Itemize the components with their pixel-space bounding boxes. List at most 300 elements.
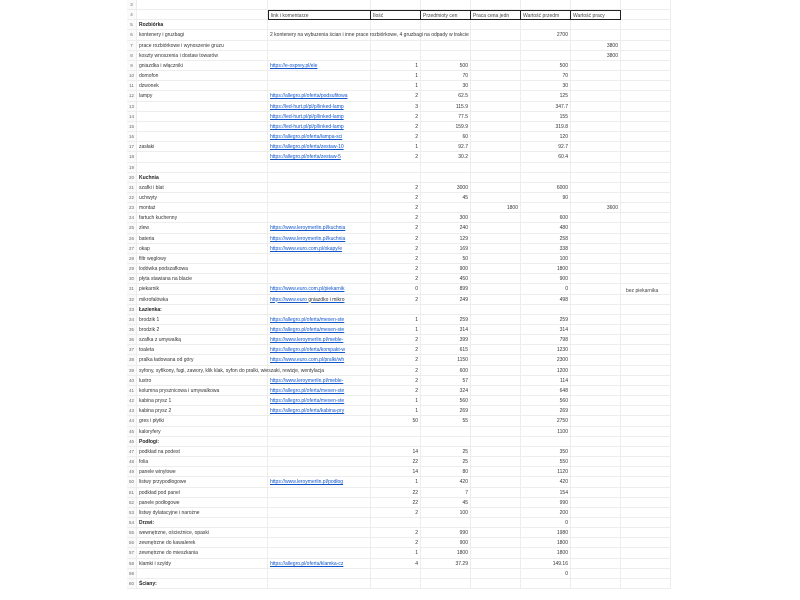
labor-unit-cell[interactable] [471,508,521,518]
item-name[interactable]: domofon [137,71,268,81]
cell-h[interactable] [621,335,671,345]
cell-h[interactable] [621,376,671,386]
labor-value-cell[interactable] [571,81,621,91]
header-qty[interactable]: Ilość [371,10,421,20]
labor-unit-cell[interactable] [471,193,521,203]
qty-cell[interactable]: 2 [371,345,421,355]
comment-cell[interactable] [268,254,371,264]
labor-unit-cell[interactable] [471,518,521,528]
header-labor-value[interactable]: Wartość pracy [571,10,621,20]
qty-cell[interactable]: 2 [371,234,421,244]
unit-price-cell[interactable]: 37.29 [421,559,471,569]
unit-price-cell[interactable]: 900 [421,538,471,548]
item-name[interactable]: koszty wnoszenia i dostaw towarów [137,51,268,61]
unit-price-cell[interactable]: 169 [421,244,471,254]
qty-cell[interactable]: 2 [371,223,421,233]
cell-h[interactable] [621,223,671,233]
labor-unit-cell[interactable] [471,163,521,173]
item-name[interactable] [137,132,268,142]
total-value-cell[interactable]: 114 [521,376,571,386]
total-value-cell[interactable]: 1800 [521,548,571,558]
labor-value-cell[interactable] [571,122,621,132]
item-name[interactable]: montaż [137,203,268,213]
cell-h[interactable] [621,467,671,477]
total-value-cell[interactable]: 600 [521,213,571,223]
labor-unit-cell[interactable] [471,355,521,365]
total-value-cell[interactable]: 319.8 [521,122,571,132]
labor-unit-cell[interactable]: 1800 [471,203,521,213]
comment-cell[interactable] [268,81,371,91]
comment-cell[interactable] [268,20,371,30]
labor-value-cell[interactable] [571,20,621,30]
unit-price-cell[interactable]: 240 [421,223,471,233]
item-name[interactable]: kaloryfery [137,427,268,437]
total-value-cell[interactable]: 90 [521,193,571,203]
item-name[interactable] [137,569,268,579]
cell-h[interactable] [621,10,671,20]
labor-value-cell[interactable] [571,416,621,426]
product-link[interactable]: https://www.euro.com.pl/okapy/e [268,244,371,254]
qty-cell[interactable] [371,51,421,61]
labor-unit-cell[interactable] [471,152,521,162]
product-link[interactable]: https://allegro.pl/oferta/mexen-ste [268,386,371,396]
comment-cell[interactable] [268,305,371,315]
unit-price-cell[interactable]: 129 [421,234,471,244]
labor-value-cell[interactable] [571,71,621,81]
product-link[interactable]: https://www.euro gniazdko i mikro [268,295,371,305]
labor-unit-cell[interactable] [471,254,521,264]
total-value-cell[interactable] [521,305,571,315]
comment-cell[interactable] [268,457,371,467]
labor-unit-cell[interactable] [471,0,521,10]
labor-value-cell[interactable] [571,163,621,173]
unit-price-cell[interactable]: 30.2 [421,152,471,162]
item-name[interactable]: szafki i blat [137,183,268,193]
labor-value-cell[interactable]: 3800 [571,41,621,51]
comment-cell[interactable] [268,427,371,437]
comment-cell[interactable] [268,579,371,589]
labor-value-cell[interactable] [571,264,621,274]
labor-value-cell[interactable] [571,335,621,345]
total-value-cell[interactable]: 30 [521,81,571,91]
total-value-cell[interactable]: 314 [521,325,571,335]
qty-cell[interactable]: 2 [371,152,421,162]
unit-price-cell[interactable]: 269 [421,406,471,416]
cell-h[interactable] [621,91,671,101]
total-value-cell[interactable] [521,579,571,589]
unit-price-cell[interactable]: 7 [421,488,471,498]
total-value-cell[interactable]: 0 [521,569,571,579]
qty-cell[interactable]: 1 [371,477,421,487]
labor-value-cell[interactable] [571,61,621,71]
product-link[interactable]: https://www.leroymerlin.pl/podłog [268,477,371,487]
cell-a[interactable] [137,10,268,20]
item-name[interactable]: piekarnik [137,284,268,294]
cell-h[interactable] [621,325,671,335]
qty-cell[interactable]: 2 [371,213,421,223]
labor-value-cell[interactable] [571,386,621,396]
qty-cell[interactable]: 50 [371,416,421,426]
unit-price-cell[interactable]: 314 [421,325,471,335]
total-value-cell[interactable]: 125 [521,91,571,101]
total-value-cell[interactable]: 258 [521,234,571,244]
item-name[interactable]: listwy dylatacyjne i narożne [137,508,268,518]
total-value-cell[interactable] [521,20,571,30]
qty-cell[interactable]: 2 [371,295,421,305]
product-link[interactable]: https://allegro.pl/oferta/mexen-ste [268,396,371,406]
comment-cell[interactable] [268,274,371,284]
qty-cell[interactable]: 2 [371,376,421,386]
total-value-cell[interactable]: 149.16 [521,559,571,569]
labor-unit-cell[interactable] [471,213,521,223]
cell-h[interactable] [621,559,671,569]
item-name[interactable]: zlew [137,223,268,233]
product-link[interactable]: https://www.leroymerlin.pl/meble- [268,376,371,386]
labor-unit-cell[interactable] [471,488,521,498]
unit-price-cell[interactable]: 25 [421,457,471,467]
labor-value-cell[interactable] [571,305,621,315]
qty-cell[interactable]: 2 [371,183,421,193]
item-name[interactable]: zewnętrzne do kawalerek [137,538,268,548]
comment-cell[interactable] [268,264,371,274]
labor-unit-cell[interactable] [471,20,521,30]
total-value-cell[interactable]: 498 [521,295,571,305]
qty-cell[interactable]: 2 [371,193,421,203]
labor-value-cell[interactable] [571,548,621,558]
labor-unit-cell[interactable] [471,427,521,437]
unit-price-cell[interactable]: 399 [421,335,471,345]
unit-price-cell[interactable]: 57 [421,376,471,386]
qty-cell[interactable]: 1 [371,142,421,152]
labor-value-cell[interactable] [571,437,621,447]
product-link[interactable]: https://led-hurt.pl/pl/p/linked-lamp [268,122,371,132]
cell-h[interactable] [621,274,671,284]
cell-h[interactable] [621,488,671,498]
qty-cell[interactable]: 1 [371,71,421,81]
unit-price-cell[interactable]: 500 [421,61,471,71]
total-value-cell[interactable]: 560 [521,396,571,406]
comment-cell[interactable] [268,0,371,10]
qty-cell[interactable] [371,437,421,447]
labor-value-cell[interactable] [571,427,621,437]
cell-h[interactable] [621,386,671,396]
total-value-cell[interactable] [521,203,571,213]
cell-h[interactable] [621,244,671,254]
item-name[interactable] [137,122,268,132]
cell-h[interactable] [621,71,671,81]
labor-value-cell[interactable] [571,193,621,203]
product-link[interactable]: https://www.euro.com.pl/piekarnik [268,284,371,294]
labor-unit-cell[interactable] [471,386,521,396]
labor-unit-cell[interactable] [471,498,521,508]
qty-cell[interactable]: 0 [371,284,421,294]
labor-value-cell[interactable] [571,183,621,193]
qty-cell[interactable]: 22 [371,498,421,508]
item-name[interactable]: prace rozbiórkowe i wynoszenie gruzu [137,41,268,51]
comment-cell[interactable] [268,163,371,173]
cell-h[interactable] [621,20,671,30]
cell-h[interactable] [621,569,671,579]
labor-value-cell[interactable] [571,488,621,498]
section-heading[interactable]: Łazienka: [137,305,268,315]
qty-cell[interactable]: 2 [371,528,421,538]
qty-cell[interactable] [371,20,421,30]
unit-price-cell[interactable]: 45 [421,193,471,203]
labor-value-cell[interactable] [571,274,621,284]
labor-value-cell[interactable] [571,518,621,528]
product-link[interactable]: https://allegro.pl/oferta/podsufitowa [268,91,371,101]
labor-unit-cell[interactable] [471,284,521,294]
unit-price-cell[interactable]: 324 [421,386,471,396]
comment-cell[interactable] [268,447,371,457]
total-value-cell[interactable] [521,0,571,10]
unit-price-cell[interactable]: 77.5 [421,112,471,122]
cell-h[interactable] [621,518,671,528]
total-value-cell[interactable]: 1800 [521,264,571,274]
item-name[interactable]: lustro [137,376,268,386]
cell-h[interactable] [621,264,671,274]
unit-price-cell[interactable] [421,51,471,61]
qty-cell[interactable] [371,305,421,315]
qty-cell[interactable]: 2 [371,335,421,345]
unit-price-cell[interactable] [421,569,471,579]
cell-h[interactable] [621,234,671,244]
labor-unit-cell[interactable] [471,376,521,386]
labor-unit-cell[interactable] [471,305,521,315]
unit-price-cell[interactable]: 600 [421,366,471,376]
cell-h[interactable] [621,345,671,355]
unit-price-cell[interactable] [421,305,471,315]
item-name[interactable]: lodówka podszafkowa [137,264,268,274]
total-value-cell[interactable]: 269 [521,406,571,416]
unit-price-cell[interactable]: 615 [421,345,471,355]
labor-value-cell[interactable] [571,467,621,477]
cell-h[interactable] [621,427,671,437]
total-value-cell[interactable]: 6000 [521,183,571,193]
unit-price-cell[interactable]: 55 [421,416,471,426]
comment-cell[interactable] [268,538,371,548]
labor-value-cell[interactable] [571,0,621,10]
labor-value-cell[interactable] [571,396,621,406]
total-value-cell[interactable] [521,41,571,51]
labor-unit-cell[interactable] [471,559,521,569]
item-name[interactable]: fartuch kuchenny [137,213,268,223]
unit-price-cell[interactable] [421,437,471,447]
labor-value-cell[interactable] [571,498,621,508]
product-link[interactable]: https://www.leroymerlin.pl/meble- [268,335,371,345]
product-link[interactable]: https://allegro.pl/oferta/zestaw-5 [268,152,371,162]
labor-value-cell[interactable] [571,315,621,325]
item-name[interactable]: zasłaki [137,142,268,152]
item-name[interactable] [137,163,268,173]
comment-cell[interactable] [268,51,371,61]
item-name[interactable]: panele podłogowe [137,498,268,508]
cell-h[interactable] [621,366,671,376]
labor-unit-cell[interactable] [471,234,521,244]
qty-cell[interactable] [371,41,421,51]
total-value-cell[interactable] [521,173,571,183]
cell-h[interactable] [621,396,671,406]
comment-cell[interactable] [268,467,371,477]
labor-value-cell[interactable] [571,132,621,142]
item-name[interactable]: listwy przypodłogowe [137,477,268,487]
total-value-cell[interactable]: 2700 [521,30,571,40]
unit-price-cell[interactable] [421,427,471,437]
labor-unit-cell[interactable] [471,183,521,193]
total-value-cell[interactable]: 1980 [521,528,571,538]
total-value-cell[interactable]: 2750 [521,416,571,426]
item-name[interactable] [137,102,268,112]
item-name[interactable]: mikrofalówka [137,295,268,305]
labor-unit-cell[interactable] [471,71,521,81]
item-name[interactable]: uchwyty [137,193,268,203]
item-name[interactable]: folia [137,457,268,467]
qty-cell[interactable]: 1 [371,325,421,335]
qty-cell[interactable]: 2 [371,244,421,254]
product-link[interactable]: https://www.leroymerlin.pl/kuchnia [268,223,371,233]
total-value-cell[interactable] [521,51,571,61]
item-name[interactable]: bateria [137,234,268,244]
cell-h[interactable] [621,295,671,305]
labor-unit-cell[interactable] [471,122,521,132]
qty-cell[interactable]: 2 [371,508,421,518]
cell-h[interactable] [621,61,671,71]
total-value-cell[interactable]: 154 [521,488,571,498]
qty-cell[interactable] [371,173,421,183]
cell-h[interactable] [621,183,671,193]
item-name[interactable]: filtr węglowy [137,254,268,264]
cell-h[interactable] [621,538,671,548]
product-link[interactable]: https://allegro.pl/oferta/mexen-ste [268,325,371,335]
labor-value-cell[interactable] [571,234,621,244]
total-value-cell[interactable]: 200 [521,508,571,518]
unit-price-cell[interactable]: 70 [421,71,471,81]
labor-value-cell[interactable] [571,152,621,162]
item-name[interactable] [137,152,268,162]
item-name[interactable]: syfony, syfikony, fugi, zawory, klik klak, syfon do pralki, wieszaki, rewizje, wentylacja [137,366,268,376]
unit-price-cell[interactable]: 560 [421,396,471,406]
labor-unit-cell[interactable] [471,102,521,112]
item-name[interactable]: wewnętrzne, ościeżnice, opaski [137,528,268,538]
unit-price-cell[interactable]: 3000 [421,183,471,193]
cell-h[interactable] [621,508,671,518]
qty-cell[interactable]: 2 [371,203,421,213]
product-link[interactable]: https://led-hurt.pl/pl/p/linked-lamp [268,112,371,122]
labor-value-cell[interactable] [571,112,621,122]
labor-value-cell[interactable]: 3800 [571,51,621,61]
unit-price-cell[interactable] [421,41,471,51]
cell-h[interactable] [621,437,671,447]
unit-price-cell[interactable]: 900 [421,264,471,274]
labor-value-cell[interactable] [571,447,621,457]
item-name[interactable]: podkład na podest [137,447,268,457]
cell-h[interactable] [621,355,671,365]
unit-price-cell[interactable]: 115.9 [421,102,471,112]
cell-h[interactable] [621,416,671,426]
cell-h[interactable] [621,579,671,589]
labor-unit-cell[interactable] [471,437,521,447]
comment-cell[interactable] [268,498,371,508]
item-name[interactable]: brodzik 1 [137,315,268,325]
item-name[interactable]: klamki i szyldy [137,559,268,569]
labor-unit-cell[interactable] [471,132,521,142]
comment-cell[interactable] [268,548,371,558]
total-value-cell[interactable]: 70 [521,71,571,81]
comment-cell[interactable]: 2 kontenery na wybuzenia ścian i inne prace rozbiórkowe, 4 gruzbagi na odpady w trakcie [268,30,371,40]
qty-cell[interactable]: 1 [371,406,421,416]
labor-value-cell[interactable] [571,457,621,467]
total-value-cell[interactable]: 480 [521,223,571,233]
qty-cell[interactable]: 2 [371,264,421,274]
labor-unit-cell[interactable] [471,335,521,345]
labor-value-cell[interactable] [571,528,621,538]
labor-value-cell[interactable] [571,91,621,101]
header-unit-price[interactable]: Przedmioty cen [421,10,471,20]
item-name[interactable]: panele winylowe [137,467,268,477]
total-value-cell[interactable]: 1230 [521,345,571,355]
labor-unit-cell[interactable] [471,295,521,305]
unit-price-cell[interactable]: 45 [421,498,471,508]
qty-cell[interactable]: 2 [371,132,421,142]
comment-cell[interactable] [268,193,371,203]
unit-price-cell[interactable]: 80 [421,467,471,477]
cell-h[interactable] [621,203,671,213]
cell-h[interactable] [621,122,671,132]
labor-value-cell[interactable]: 3600 [571,203,621,213]
labor-unit-cell[interactable] [471,569,521,579]
qty-cell[interactable]: 2 [371,366,421,376]
qty-cell[interactable]: 1 [371,548,421,558]
cell-h[interactable] [621,112,671,122]
unit-price-cell[interactable] [421,163,471,173]
comment-cell[interactable] [268,41,371,51]
labor-unit-cell[interactable] [471,538,521,548]
header-labor-unit[interactable]: Praca cena jedn [471,10,521,20]
cell-h[interactable] [621,315,671,325]
labor-unit-cell[interactable] [471,548,521,558]
labor-value-cell[interactable] [571,213,621,223]
item-name[interactable]: brodzik 2 [137,325,268,335]
total-value-cell[interactable]: 420 [521,477,571,487]
cell-h[interactable] [621,254,671,264]
labor-value-cell[interactable] [571,173,621,183]
comment-cell[interactable] [268,518,371,528]
unit-price-cell[interactable]: 420 [421,477,471,487]
unit-price-cell[interactable]: 899 [421,284,471,294]
total-value-cell[interactable] [521,437,571,447]
product-link[interactable]: https://allegro.pl/oferta/mexen-ste [268,315,371,325]
labor-unit-cell[interactable] [471,142,521,152]
labor-value-cell[interactable] [571,244,621,254]
unit-price-cell[interactable] [421,0,471,10]
cell-h[interactable] [621,51,671,61]
unit-price-cell[interactable]: 30 [421,81,471,91]
labor-value-cell[interactable] [571,223,621,233]
cell-h[interactable] [621,305,671,315]
labor-unit-cell[interactable] [471,447,521,457]
unit-price-cell[interactable]: 100 [421,508,471,518]
labor-unit-cell[interactable] [471,467,521,477]
labor-unit-cell[interactable] [471,477,521,487]
unit-price-cell[interactable]: 62.5 [421,91,471,101]
item-name[interactable]: gres i płytki [137,416,268,426]
cell-h[interactable] [621,548,671,558]
qty-cell[interactable]: 22 [371,488,421,498]
qty-cell[interactable]: 2 [371,538,421,548]
labor-unit-cell[interactable] [471,528,521,538]
qty-cell[interactable]: 1 [371,315,421,325]
qty-cell[interactable] [371,518,421,528]
